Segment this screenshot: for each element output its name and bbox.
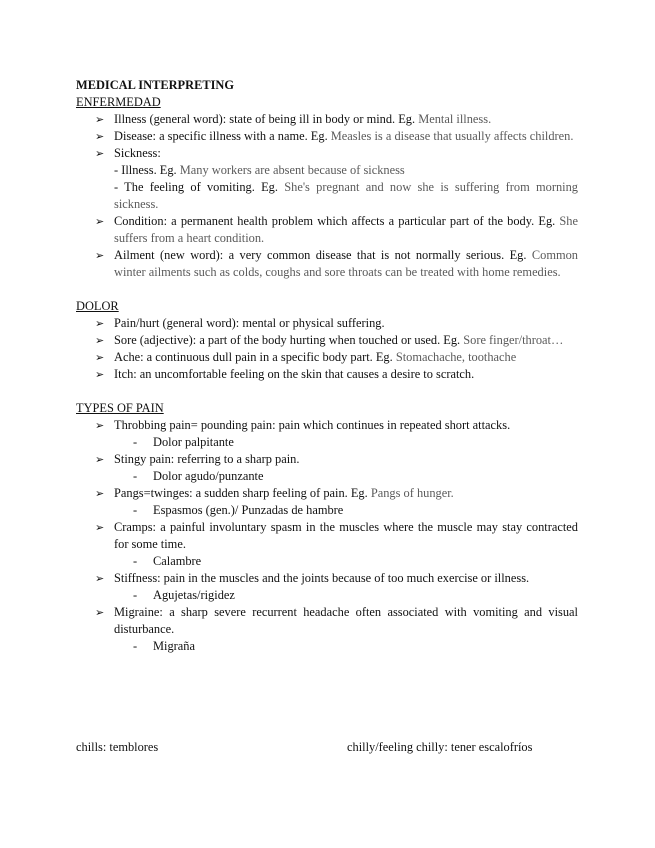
arrow-bullet-icon: ➢ — [95, 487, 105, 500]
item-example: Sore finger/throat… — [463, 333, 564, 347]
sub-item-example: She's pregnant and now she is suffering from morning sickness. — [114, 180, 578, 211]
list-item — [76, 145, 578, 213]
footer-note-chilly: chilly/feeling chilly: tener escalofríos — [347, 740, 533, 754]
arrow-bullet-icon: ➢ — [95, 368, 105, 381]
item-example: Stomachache, toothache — [395, 350, 517, 364]
item-text: Cramps: a painful involuntary spasm in the muscles where the muscle may stay contracted for some time. — [114, 520, 578, 551]
translation-text: Dolor agudo/punzante — [153, 469, 264, 483]
item-text: Sickness: — [114, 146, 161, 160]
arrow-bullet-icon: ➢ — [95, 147, 105, 160]
translation-text: Agujetas/rigidez — [153, 588, 235, 602]
item-text: Pain/hurt (general word): mental or physical suffering. — [114, 316, 385, 330]
translation-line — [76, 468, 578, 485]
list-item — [76, 519, 578, 553]
item-text: Itch: an uncomfortable feeling on the skin that causes a desire to scratch. — [114, 367, 475, 381]
item-text: Throbbing pain= pounding pain: pain which continues in repeated short attacks. — [114, 418, 511, 432]
item-text: Disease: a specific illness with a name. Eg. — [114, 129, 331, 143]
list-item — [76, 485, 578, 502]
enfermedad-list — [76, 111, 578, 281]
arrow-bullet-icon: ➢ — [95, 521, 105, 534]
list-item — [76, 366, 578, 383]
section-heading-enfermedad: ENFERMEDAD — [76, 95, 161, 109]
footer-note-chills: chills: temblores — [76, 740, 159, 754]
item-text: Migraine: a sharp severe recurrent headache often associated with vomiting and visual disturbance. — [114, 605, 578, 636]
arrow-bullet-icon: ➢ — [95, 572, 105, 585]
item-text: Ache: a continuous dull pain in a specific body part. Eg. — [114, 350, 396, 364]
arrow-bullet-icon: ➢ — [95, 334, 105, 347]
item-example: Pangs of hunger. — [370, 486, 454, 500]
list-item — [76, 128, 578, 145]
list-item — [76, 417, 578, 434]
sub-item-text: - The feeling of vomiting. Eg. — [114, 180, 285, 194]
document-body — [76, 77, 578, 655]
arrow-bullet-icon: ➢ — [95, 453, 105, 466]
item-example: Mental illness. — [418, 112, 492, 126]
arrow-bullet-icon: ➢ — [95, 351, 105, 364]
item-example: Common winter ailments such as colds, coughs and sore throats can be treated with home remedies. — [114, 248, 578, 279]
sub-item — [114, 162, 578, 179]
arrow-bullet-icon: ➢ — [95, 317, 105, 330]
item-text: Illness (general word): state of being ill in body or mind. Eg. — [114, 112, 419, 126]
document-title: MEDICAL INTERPRETING — [76, 78, 235, 92]
item-example: Measles is a disease that usually affects children. — [330, 129, 574, 143]
dash-bullet: - — [133, 588, 138, 602]
list-item — [76, 247, 578, 281]
arrow-bullet-icon: ➢ — [95, 215, 105, 228]
translation-line — [76, 434, 578, 451]
arrow-bullet-icon: ➢ — [95, 606, 105, 619]
translation-line — [76, 587, 578, 604]
item-example: She suffers from a heart condition. — [114, 214, 578, 245]
translation-line — [76, 502, 578, 519]
arrow-bullet-icon: ➢ — [95, 249, 105, 262]
item-text: Stingy pain: referring to a sharp pain. — [114, 452, 300, 466]
sub-item — [114, 179, 578, 213]
spacer — [76, 383, 578, 400]
list-item — [76, 332, 578, 349]
item-text: Ailment (new word): a very common disease that is not normally serious. Eg. — [114, 248, 532, 262]
translation-text: Calambre — [153, 554, 202, 568]
dash-bullet: - — [133, 554, 138, 568]
dash-bullet: - — [133, 639, 138, 653]
list-item — [76, 213, 578, 247]
sub-item-text: - Illness. Eg. — [114, 163, 180, 177]
translation-text: Migraña — [153, 639, 195, 653]
list-item — [76, 570, 578, 587]
arrow-bullet-icon: ➢ — [95, 419, 105, 432]
item-text: Pangs=twinges: a sudden sharp feeling of pain. Eg. — [114, 486, 371, 500]
item-text: Stiffness: pain in the muscles and the joints because of too much exercise or illness. — [114, 571, 530, 585]
arrow-bullet-icon: ➢ — [95, 130, 105, 143]
dash-bullet: - — [133, 435, 138, 449]
types-of-pain-list — [76, 417, 578, 655]
list-item — [76, 451, 578, 468]
item-text: Sore (adjective): a part of the body hurting when touched or used. Eg. — [114, 333, 464, 347]
arrow-bullet-icon: ➢ — [95, 113, 105, 126]
dolor-list — [76, 315, 578, 383]
translation-text: Espasmos (gen.)/ Punzadas de hambre — [153, 503, 344, 517]
translation-line — [76, 638, 578, 655]
dash-bullet: - — [133, 503, 138, 517]
section-heading-dolor: DOLOR — [76, 299, 119, 313]
dash-bullet: - — [133, 469, 138, 483]
translation-line — [76, 553, 578, 570]
list-item — [76, 604, 578, 638]
list-item — [76, 349, 578, 366]
list-item — [76, 111, 578, 128]
translation-text: Dolor palpitante — [153, 435, 234, 449]
sub-item-example: Many workers are absent because of sickness — [179, 163, 405, 177]
item-text: Condition: a permanent health problem which affects a particular part of the body. Eg. — [114, 214, 560, 228]
spacer — [76, 281, 578, 298]
list-item — [76, 315, 578, 332]
section-heading-types-of-pain: TYPES OF PAIN — [76, 401, 164, 415]
